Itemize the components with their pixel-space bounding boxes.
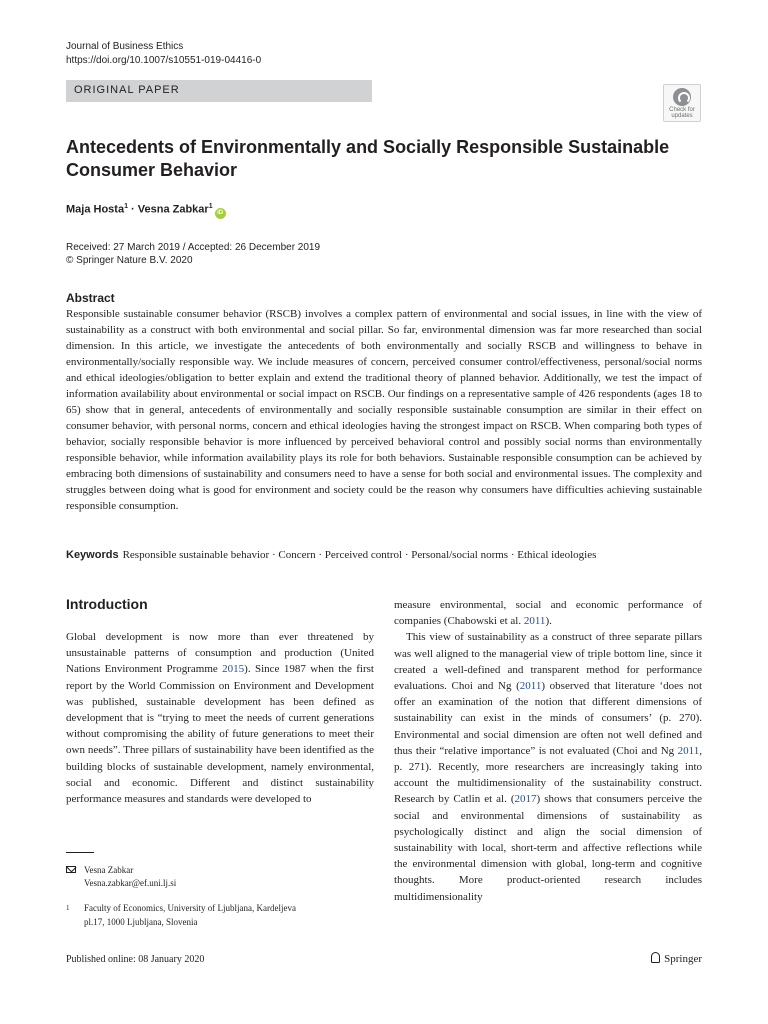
keywords-label: Keywords (66, 549, 119, 561)
citation-link[interactable]: 2011 (523, 615, 546, 628)
contact-name: Vesna Zabkar (84, 865, 134, 875)
publisher-logo (651, 952, 702, 965)
abstract-body: Responsible sustainable consumer behavior (RSCB) involves a complex pattern of environmental and social issues, in line with the view of sustainability as a construct with both environmental and social pillar. So far, environmental dimension was far more researched than social dimension. In this article, we investigate the antecedents of both environmentally and socially RSCB and willingness to behave in environmentally/socially responsible way. We include measures of concern, perceived consumer control/effectiveness, personal/social norms and ethical ideologies/obligation to better explain and extend the traditional theory of planned behavior. Additionally, we test the impact of information availability about environmental or social impact on RSCB. Our findings on a representative sample of 426 respondents (ages 18 to 65) show that in general, antecedents of environmentally and socially responsible sustainable consumption are similar in their effect on consumer behavior, with personal norms, concern and ethical ideologies having the strongest impact on RSCB. When comparing both types of behavior, socially responsible behavior is more influenced by perceived behavioral control and possibly social norms than environmentally responsible behavior, while information availability plays its role for both behaviors. Sustainable responsible consumption can be achieved by embracing both dimensions of sustainability and consumers need to have a sense for both social and environmental issues. The complexity and struggles between doing what is good for environment and society could be the reason why consumers have difficulties achieving sustainable responsible consumption. (66, 308, 702, 512)
doi-link[interactable]: https://doi.org/10.1007/s10551-019-04416-0 (66, 55, 262, 66)
citation-link[interactable]: 2017 (514, 793, 537, 806)
paper-type-banner: ORIGINAL PAPER (66, 80, 372, 102)
publisher-name: Springer (664, 953, 702, 965)
check-for-updates-badge[interactable] (663, 84, 701, 122)
citation-link[interactable]: 2015 (222, 663, 245, 676)
intro-right-text-1b: ). (545, 615, 552, 628)
intro-left-text-a: Global development is now more than ever threatened by unsustainable patterns of consumption and production (United Nations Environment Programme (66, 631, 374, 676)
paper-title: Antecedents of Environmentally and Socially Responsible Sustainable Consumer Behavior (66, 137, 670, 180)
author-1-affiliation: 1 (124, 203, 128, 210)
keywords-list: Responsible sustainable behavior · Concern · Perceived control · Personal/social norms · Ethical ideologies (122, 549, 597, 561)
author-list (66, 203, 226, 219)
springer-horse-icon (651, 952, 660, 963)
intro-right-paragraph-2 (394, 629, 702, 904)
crossmark-icon (673, 88, 691, 106)
citation-link[interactable]: 2011 (677, 744, 700, 757)
intro-right-column (394, 597, 702, 905)
orcid-icon[interactable]: iD (215, 208, 226, 219)
intro-right-text-2a: This view of sustainability as a construct of three separate pillars was well aligned to the managerial view of triple bottom line, since it created a well-defined and transparent method for performance evaluations. Choi and Ng ( (394, 631, 702, 693)
affiliation-line-1: Faculty of Economics, University of Ljubljana, Kardeljeva (84, 903, 296, 913)
author-2-affiliation: 1 (208, 203, 213, 210)
intro-right-text-2d: ) shows that consumers perceive the social and environmental dimensions of sustainability as psychologically distinct and align the social dimension of sustainability with local, short-term and affective reflections while the environmental dimension with global, long-term and cognitive thoughts. More product-oriented research includes multidimensionality (394, 793, 702, 903)
intro-left-column (66, 629, 374, 807)
journal-header (66, 40, 261, 68)
affiliation-number: 1 (66, 904, 70, 912)
abstract-heading: Abstract (66, 291, 115, 305)
corresponding-author (66, 864, 176, 890)
author-2[interactable]: Vesna Zabkar (137, 203, 209, 216)
affiliation-line-2: pl.17, 1000 Ljubljana, Slovenia (84, 917, 198, 927)
intro-right-text-2c: , p. 271). Recently, more researchers are increasingly taking into account the multidimensionality of the sustainability construct. Research by Catlin et al. ( (394, 744, 702, 806)
crossmark-line2: updates (671, 113, 693, 119)
keywords (66, 549, 596, 561)
published-online: Published online: 08 January 2020 (66, 954, 205, 965)
citation-link[interactable]: 2011 (519, 680, 542, 693)
intro-right-text-1a: measure environmental, social and economic performance of companies (Chabowski et al. (394, 599, 702, 628)
footnote-divider (66, 852, 94, 853)
crossmark-line1: Check for (669, 107, 695, 113)
author-separator: · (127, 203, 138, 216)
author-1[interactable]: Maja Hosta (66, 203, 125, 216)
envelope-icon (66, 866, 76, 873)
contact-email[interactable]: Vesna.zabkar@ef.uni.lj.si (84, 878, 177, 888)
affiliation (66, 901, 296, 929)
article-dates (66, 241, 320, 267)
intro-right-paragraph-1 (394, 597, 702, 629)
received-accepted: Received: 27 March 2019 / Accepted: 26 December 2019 (66, 242, 321, 253)
intro-right-text-2b: ) observed that literature ‘does not offer an examination of the notion that different dimensions of sustainability can exist in the minds of consumers’ (p. 270). Environmental and social dimension are often not well defined and thus their “relative importance” is not evaluated (Choi and Ng (394, 680, 702, 757)
copyright: © Springer Nature B.V. 2020 (66, 255, 193, 266)
intro-left-text-b: ). Since 1987 when the first report by the World Commission on Environment and Development was published, sustainable development has been defined as development that is “trying to meet the needs of current generations without compromising the ability of future generations to meet their own needs”. Three pillars of sustainability have been identified as the building blocks of sustainable development, namely environmental, social and economic. Different and distinct sustainability performance measures and standards were developed to (66, 663, 374, 806)
journal-name: Journal of Business Ethics (66, 41, 184, 52)
introduction-heading: Introduction (66, 596, 148, 612)
